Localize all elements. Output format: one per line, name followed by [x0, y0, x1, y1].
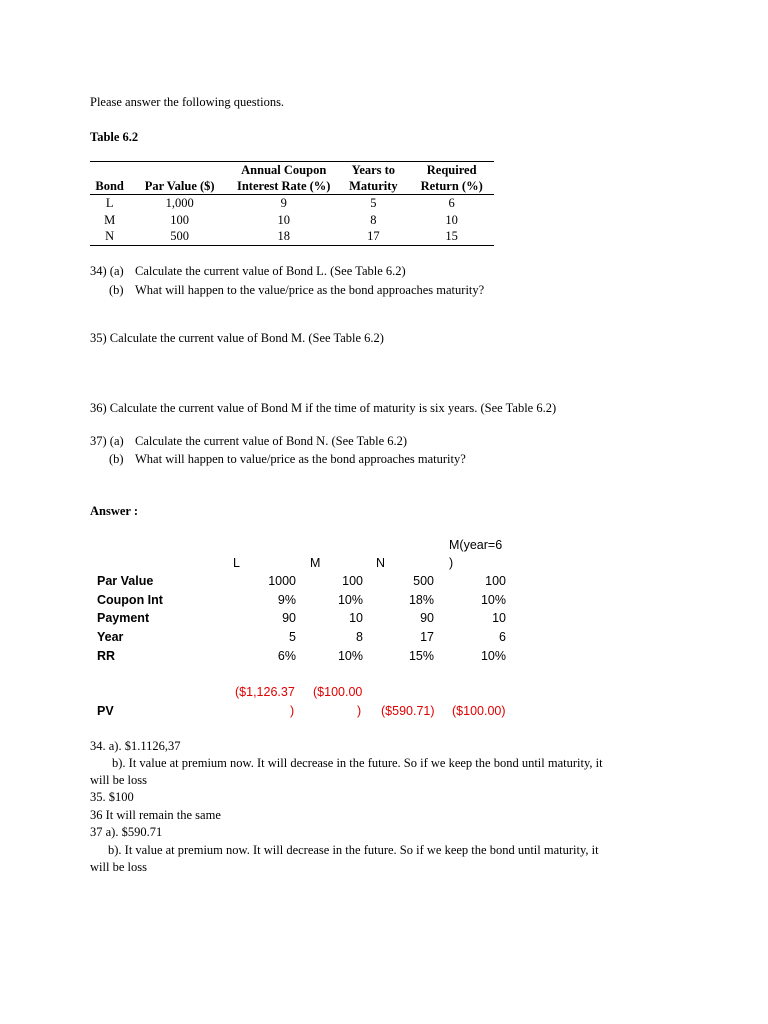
header-coupon-rate: [230, 162, 337, 195]
row-label-payment: Payment: [97, 611, 150, 625]
pv-l-line1: ($1,126.37: [235, 685, 295, 699]
grid-cell: 6%: [277, 649, 296, 663]
grid-cell: 90: [420, 611, 434, 625]
cell-coupon: 18: [277, 229, 290, 243]
table-header-row: [90, 162, 494, 195]
answer-34b-line1: b). It value at premium now. It will decrease in the future. So if we keep the bond until maturity, it: [112, 756, 603, 770]
grid-cell: 90: [282, 611, 296, 625]
grid-cell: 8: [356, 630, 363, 644]
pv-l-line2: ): [290, 704, 295, 718]
grid-cell: 5: [289, 630, 296, 644]
answer-35: 35. $100: [90, 790, 134, 804]
cell-return: 15: [445, 229, 458, 243]
header-par-value: Par Value ($): [144, 179, 215, 193]
cell-bond: L: [105, 196, 114, 210]
grid-cell: 10%: [337, 593, 363, 607]
answer-34b-line2: will be loss: [90, 773, 147, 787]
cell-par: 100: [170, 212, 190, 227]
cell-return: 10: [445, 212, 458, 227]
grid-cell: 9%: [277, 593, 296, 607]
grid-cell: 10: [349, 611, 363, 625]
cell-bond: N: [105, 229, 115, 243]
col-header-n: N: [376, 556, 386, 570]
col-header-l: L: [233, 556, 240, 570]
bond-table: [90, 161, 494, 246]
question-34b: What will happen to the value/price as the bond approaches maturity?: [135, 283, 485, 297]
grid-cell: 10%: [480, 649, 506, 663]
question-34a: Calculate the current value of Bond L. (See Table 6.2): [135, 264, 406, 278]
question-35: 35) Calculate the current value of Bond M. (See Table 6.2): [90, 331, 384, 345]
pv-m-line2: ): [357, 704, 362, 718]
header-years: [337, 162, 409, 195]
answer-37a: 37 a). $590.71: [90, 825, 163, 839]
cell-coupon: 10: [277, 212, 290, 227]
header-years-line2: Maturity: [349, 179, 398, 193]
header-return-line2: Return (%): [420, 179, 483, 193]
header-return: [409, 162, 494, 195]
col-header-m-year6-close: ): [449, 556, 454, 570]
answer-36: 36 It will remain the same: [90, 808, 221, 822]
row-label-pv: PV: [97, 704, 114, 718]
grid-cell: 15%: [408, 649, 434, 663]
answer-37b-line1: b). It value at premium now. It will decrease in the future. So if we keep the bond until maturity, it: [108, 843, 599, 857]
grid-cell: 500: [413, 574, 434, 588]
question-37a: Calculate the current value of Bond N. (See Table 6.2): [135, 434, 408, 448]
header-coupon-line2: Interest Rate (%): [236, 179, 331, 193]
grid-cell: 100: [485, 574, 506, 588]
answer-heading: Answer :: [90, 504, 139, 518]
intro-text: Please answer the following questions.: [90, 95, 285, 109]
grid-cell: 6: [499, 630, 506, 644]
grid-cell: 17: [420, 630, 434, 644]
row-label-coupon-int: Coupon Int: [97, 593, 163, 607]
grid-cell: 10%: [337, 649, 363, 663]
grid-cell: 10: [492, 611, 506, 625]
cell-years: 17: [367, 229, 380, 243]
question-36: 36) Calculate the current value of Bond M if the time of maturity is six years. (See Table 6.2): [90, 401, 557, 415]
cell-par: 1,000: [165, 196, 194, 210]
question-37b-number: (b): [109, 452, 124, 466]
grid-cell: 100: [342, 574, 363, 588]
col-header-m-year6: M(year=6: [449, 538, 503, 552]
cell-return: 6: [448, 196, 455, 210]
question-37a-number: 37) (a): [90, 434, 124, 448]
grid-cell: 10%: [480, 593, 506, 607]
table-title: Table 6.2: [90, 130, 139, 144]
pv-n: ($590.71): [381, 704, 435, 718]
pv-m-line1: ($100.00: [313, 685, 363, 699]
table-row: [90, 195, 494, 212]
cell-coupon: 9: [280, 196, 287, 210]
cell-par: 500: [170, 229, 190, 243]
question-34a-number: 34) (a): [90, 264, 124, 278]
answer-37b-line2: will be loss: [90, 860, 147, 874]
question-37b: What will happen to value/price as the bond approaches maturity?: [135, 452, 466, 466]
row-label-rr: RR: [97, 649, 116, 663]
header-coupon-line1: Annual Coupon: [241, 163, 327, 177]
col-header-m: M: [310, 556, 321, 570]
row-label-year: Year: [97, 630, 124, 644]
cell-years: 5: [370, 196, 377, 210]
cell-bond: M: [104, 212, 116, 227]
grid-cell: 18%: [408, 593, 434, 607]
grid-cell: 1000: [268, 574, 296, 588]
table-row: [90, 228, 494, 245]
row-label-par-value: Par Value: [97, 574, 154, 588]
pv-m-year6: ($100.00): [452, 704, 506, 718]
cell-years: 8: [370, 212, 377, 227]
header-return-line1: Required: [426, 163, 477, 177]
question-34b-number: (b): [109, 283, 124, 297]
header-years-line1: Years to: [351, 163, 396, 177]
header-bond: Bond: [95, 179, 124, 193]
table-row: [90, 212, 494, 229]
answer-34a: 34. a). $1.1126,37: [90, 739, 181, 753]
